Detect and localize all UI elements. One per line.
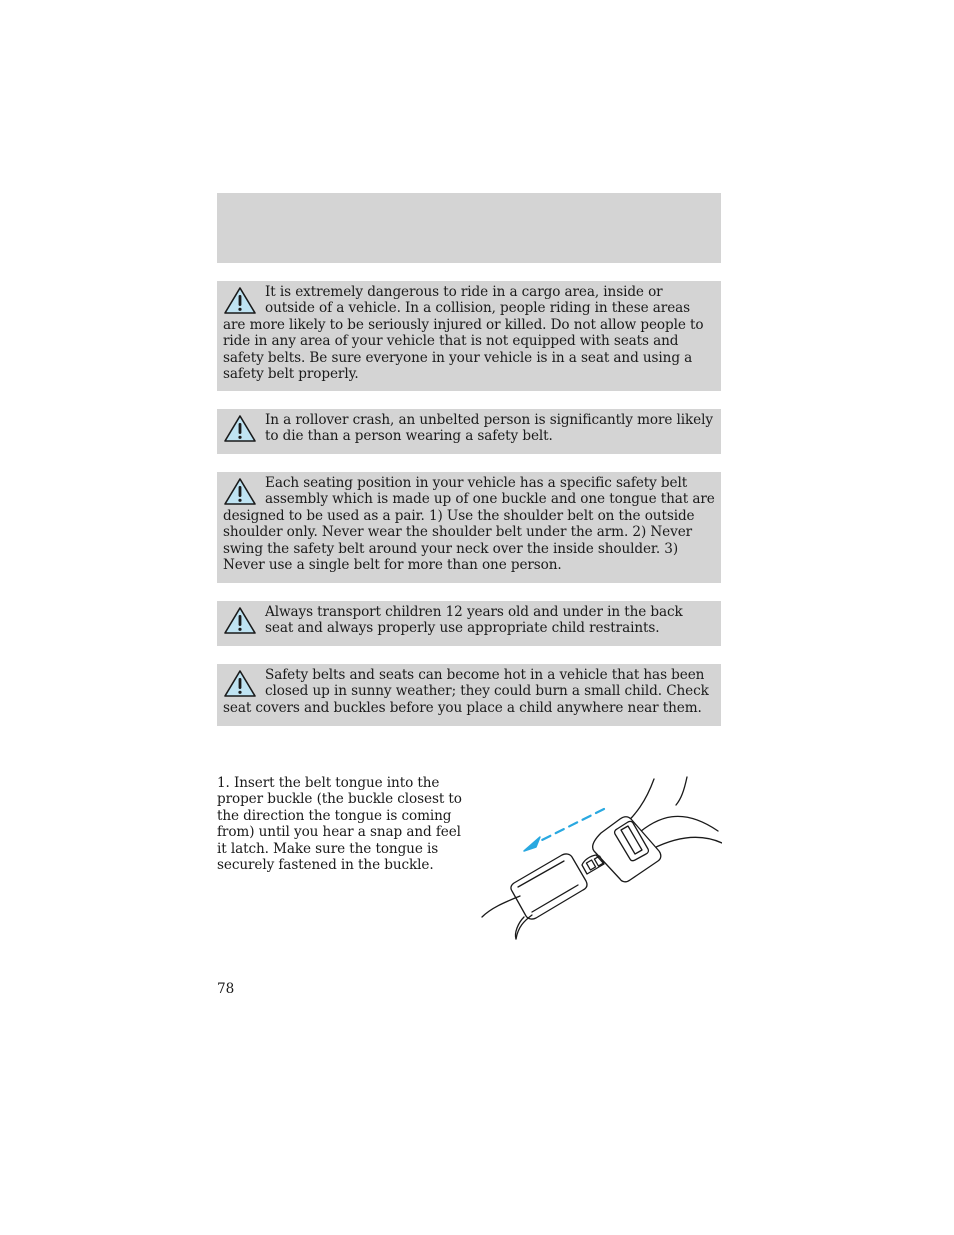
warning-box-children-back-seat [217,601,721,646]
warning-text: Always transport children 12 years old and under in the back seat and always properly use appropriate child restraints. [265,604,683,637]
warning-box-rollover [217,409,721,454]
warning-text: It is extremely dangerous to ride in a cargo area, inside or outside of a vehicle. In a collision, people riding in these areas are more likely to be seriously injured or killed. Do not allow people to ride in any area of your vehicle that is not equipped with seats and safety belts. Be sure everyone in your vehicle is in a seat and using a safety belt properly. [223,284,704,383]
warning-triangle-icon [223,477,257,507]
warning-text: In a rollover crash, an unbelted person is significantly more likely to die than a person wearing a safety belt. [265,412,713,445]
section-header-band [217,193,721,263]
page-number: 78 [217,981,235,997]
warning-box-hot-belts [217,664,721,726]
warning-triangle-icon [223,286,257,316]
warning-box-seating-position [217,472,721,583]
warning-triangle-icon [223,414,257,444]
seat-belt-buckle-illustration [478,775,722,945]
warning-text: Safety belts and seats can become hot in a vehicle that has been closed up in sunny weather; they could burn a small child. Check seat covers and buckles before you place a child anywhere near them. [223,667,709,716]
warning-triangle-icon [223,606,257,636]
warning-text: Each seating position in your vehicle has a specific safety belt assembly which is made up of one buckle and one tongue that are designed to be used as a pair. 1) Use the shoulder belt on the outside shoulder only. Never wear the shoulder belt under the arm. 2) Never swing the safety belt around your neck over the inside shoulder. 3) Never use a single belt for more than one person. [223,475,715,574]
warning-box-cargo-area [217,281,721,391]
warning-triangle-icon [223,669,257,699]
instruction-step-1: 1. Insert the belt tongue into the proper buckle (the buckle closest to the direction the tongue is coming from) until you hear a snap and feel it latch. Make sure the tongue is securely fastened in the buckle. [217,775,462,874]
